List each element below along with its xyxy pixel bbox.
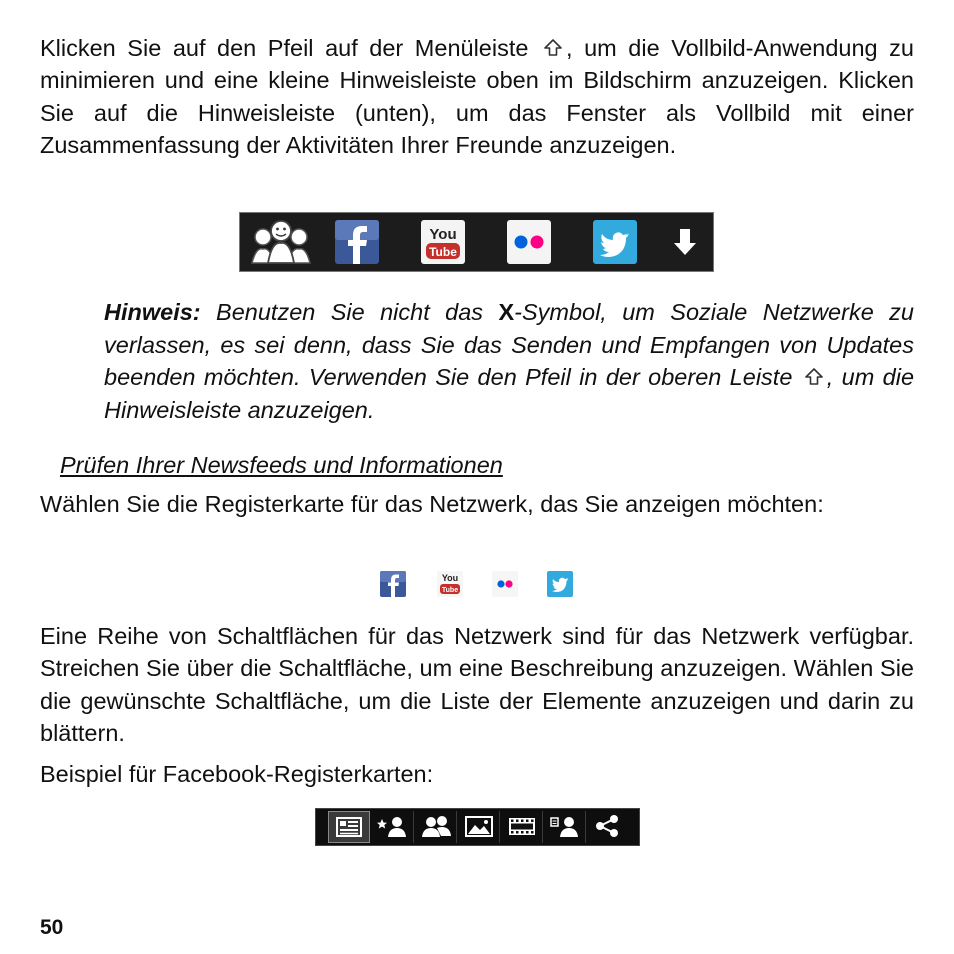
down-arrow-icon[interactable]: [668, 219, 702, 265]
page-number: 50: [40, 916, 64, 939]
profile-icon: [544, 811, 586, 841]
intro-text-1: Klicken Sie auf den Pfeil auf der Menüleiste: [40, 35, 540, 61]
newsfeed-icon: [329, 812, 369, 842]
notification-bar[interactable]: [239, 212, 714, 272]
section-heading: Prüfen Ihrer Newsfeeds und Informationen: [60, 452, 503, 478]
star-person-icon: [372, 811, 414, 841]
share-icon: [587, 811, 629, 841]
facebook-icon[interactable]: [334, 219, 380, 265]
twitter-icon[interactable]: [592, 219, 638, 265]
note-text-2: -Symbol, um Soziale Netzwerke zu verlassen, es sei denn, dass Sie das Senden und Empfangen von Updates beenden möchten. Verwenden Sie den Pfeil in der oberen Leiste: [104, 299, 914, 391]
youtube-icon[interactable]: [420, 219, 466, 265]
intro-text-2: , um die Vollbild-Anwendung zu minimieren und eine kleine Hinweisleiste oben im Bildschirm anzuzeigen. Klicken Sie auf die Hinweisleiste (unten), um das Fenster als Vollbild mit einer Zusammenfassung der Aktivitäten Ihrer Freunde anzuzeigen.: [40, 35, 914, 158]
fb-tab-photos[interactable]: [458, 811, 500, 843]
up-arrow-icon: [542, 37, 564, 59]
svg-text:Tube: Tube: [429, 245, 457, 259]
svg-text:You: You: [441, 573, 459, 583]
x-symbol: X: [498, 299, 515, 325]
film-icon: [501, 811, 543, 841]
fb-tab-videos[interactable]: [501, 811, 543, 843]
buttons-paragraph: Eine Reihe von Schaltflächen für das Netzwerk sind für das Netzwerk verfügbar. Streichen Sie über die Schaltfläche, um eine Beschreibung anzuzeigen. Wählen Sie die gewünschte Schaltfläche, um die Liste der Elemente anzuzeigen und darin zu blättern.: [40, 623, 914, 746]
svg-text:Tube: Tube: [441, 587, 459, 594]
fb-tab-friends[interactable]: [415, 811, 457, 843]
note-text-3: , um die Hinweisleiste anzuzeigen.: [104, 364, 915, 423]
flickr-icon[interactable]: [506, 219, 552, 265]
photo-icon: [458, 811, 500, 841]
network-tabs: [380, 570, 580, 600]
fb-tab-profile[interactable]: [544, 811, 586, 843]
fb-tab-share[interactable]: [587, 811, 629, 843]
note-paragraph: [104, 296, 914, 426]
facebook-tab-icon[interactable]: [380, 570, 406, 598]
note-label: Hinweis:: [104, 299, 201, 325]
up-arrow-icon: [803, 366, 825, 388]
fb-tab-favorite-friends[interactable]: [372, 811, 414, 843]
fb-tab-newsfeed[interactable]: [328, 811, 370, 843]
social-friends-icon[interactable]: [248, 219, 314, 265]
select-tab-paragraph: Wählen Sie die Registerkarte für das Netzwerk, das Sie anzeigen möchten:: [40, 491, 824, 517]
facebook-tab-bar: [315, 808, 640, 846]
note-text-1: Benutzen Sie nicht das: [200, 299, 499, 325]
youtube-tab-icon[interactable]: [437, 570, 463, 598]
svg-text:You: You: [429, 226, 457, 243]
friends-icon: [415, 811, 457, 841]
intro-paragraph: [40, 32, 914, 161]
facebook-example-label: Beispiel für Facebook-Registerkarten:: [40, 761, 434, 787]
twitter-tab-icon[interactable]: [547, 570, 573, 598]
flickr-tab-icon[interactable]: [492, 570, 518, 598]
